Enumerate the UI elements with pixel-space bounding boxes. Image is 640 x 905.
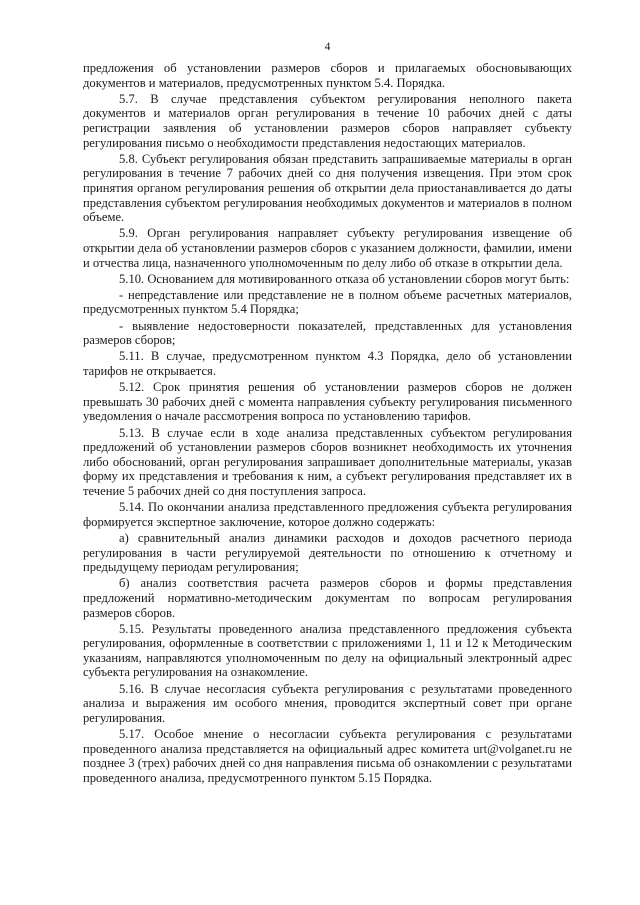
list-item-b: б) анализ соответствия расчета размеров сборов и формы представления предложений нормативно-методическим документам по вопросам регулирования размеров сборов. xyxy=(83,576,572,620)
list-item-unreliability: - выявление недостоверности показателей, представленных для установления размеров сборов; xyxy=(83,318,572,348)
page-number: 4 xyxy=(324,41,331,53)
paragraph-5-7: 5.7. В случае представления субъектом регулирования неполного пакета документов и материалов орган регулирования в течение 10 рабочих дней с даты регистрации заявления об установлении размеров сборов направляет субъекту регулирования письмо о необходимости представления недостающих материалов. xyxy=(83,91,572,150)
paragraph-5-17: 5.17. Особое мнение о несогласии субъекта регулирования с результатами проведенного анализа представляется на официальный адрес комитета urt@volganet.ru не позднее 3 (трех) рабочих дней со дня направления письма об ознакомлении с результатами проведенного анализа, предусмотренного пунктом 5.15 Порядка. xyxy=(83,727,572,785)
paragraph-5-9: 5.9. Орган регулирования направляет субъекту регулирования извещение об открытии дела об установлении размеров сборов с указанием должности, фамилии, имени и отчества лица, назначенного уполномоченным по делу либо об отказе в открытии дела. xyxy=(83,226,572,270)
paragraph-5-12: 5.12. Срок принятия решения об установлении размеров сборов не должен превышать 30 рабочих дней с момента направления субъекту регулирования письменного уведомления о начале рассмотрения вопроса по установлению тарифов. xyxy=(83,380,572,424)
paragraph-5-16: 5.16. В случае несогласия субъекта регулирования с результатами проведенного анализа и выражения им особого мнения, проводится экспертный совет при органе регулирования. xyxy=(83,681,572,725)
list-item-non-submission: - непредставление или представление не в полном объеме расчетных материалов, предусмотренных пунктом 5.4 Порядка; xyxy=(83,287,572,317)
paragraph-5-15: 5.15. Результаты проведенного анализа представленного предложения субъекта регулирования, оформленные в соответствии с приложениями 1, 11 и 12 к Методическим указаниям, направляются уполномоченным по делу на официальный электронный адрес субъекта регулирования на ознакомление. xyxy=(83,621,572,680)
paragraph-5-13: 5.13. В случае если в ходе анализа представленных субъектом регулирования предложений об установлении размеров сборов возникнет необходимость их уточнения либо обоснований, орган регулирования запрашивает дополнительные материалы, указав форму их представления и требования к ним, а субъект регулирования представляет их в течение 5 рабочих дней со дня поступления запроса. xyxy=(83,425,572,498)
paragraph-continuation: предложения об установлении размеров сборов и прилагаемых обосновывающих документов и материалов, предусмотренных пунктом 5.4. Порядка. xyxy=(83,61,572,90)
paragraph-5-11: 5.11. В случае, предусмотренном пунктом 4.3 Порядка, дело об установлении тарифов не открывается. xyxy=(83,349,572,379)
paragraph-5-10: 5.10. Основанием для мотивированного отказа об установлении сборов могут быть: xyxy=(119,271,570,286)
paragraph-5-8: 5.8. Субъект регулирования обязан представить запрашиваемые материалы в орган регулирования в течение 7 рабочих дней со дня получения извещения. При этом срок принятия органом регулирования решения об открытии дела приостанавливается до даты представления субъектом регулирования необходимых документов и материалов в полном объеме. xyxy=(83,151,572,225)
document-body xyxy=(83,61,572,785)
paragraph-5-14: 5.14. По окончании анализа представленного предложения субъекта регулирования формируется экспертное заключение, которое должно содержать: xyxy=(83,500,572,529)
list-item-a: а) сравнительный анализ динамики расходов и доходов расчетного периода регулирования в части регулируемой деятельности по отношению к отчетному и предыдущему периодам регулирования; xyxy=(83,530,572,575)
